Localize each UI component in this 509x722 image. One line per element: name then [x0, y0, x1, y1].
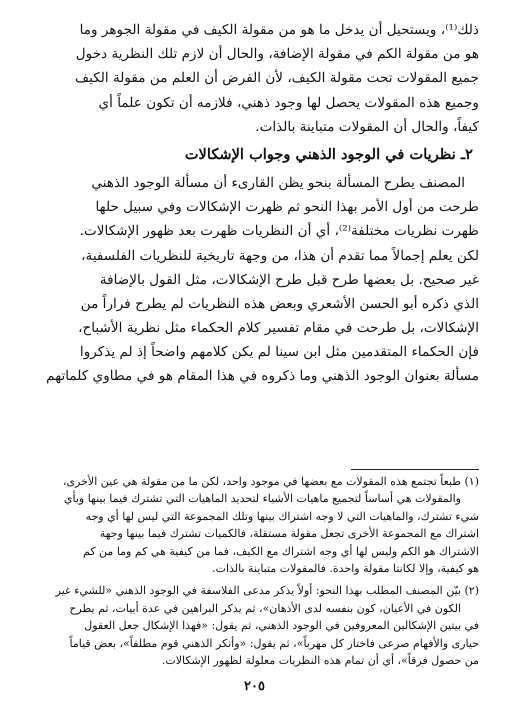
body-line: كيفاً، والحال أن المقولات متباينة بالذات. [255, 118, 479, 135]
main-text [36, 18, 479, 389]
footnote-line: الاشتراك هو الكم وليس لها أي وجه اشتراك مع الكيف، فما من كيفية هي كم وما من كم [83, 544, 479, 558]
body-line: وجميع هذه المقولات يحصل لها وجود ذهني، فلازمه أن تكون علماً أي [98, 94, 479, 111]
footnote-line: (٢) بيّن المصنف المطلب بهذا النحو: أولاً يذكر مدعى الفلاسفة في الوجود الذهني «للشيء غير [55, 584, 479, 598]
footnote-2 [36, 582, 479, 669]
section-line: المصنف يطرح المسألة بنحو يظن القارىء أن مسألة الوجود الذهني [91, 174, 465, 191]
footnote-divider [351, 469, 479, 470]
section-line: فإن الحكماء المتقدمين مثل ابن سينا لم يكن كلامهم واضحاً إذ لم يذكروا [79, 344, 479, 361]
section-line: الإشكالات، بل طرحت في مقام تفسير كلام الحكماء مثل نظرية الأشباح، [78, 320, 479, 337]
footnote-1 [36, 473, 479, 577]
section-line: طرحت من أول الأمر بهذا النحو ثم ظهرت الإشكالات وفي سبيل حلها [95, 199, 479, 216]
section-line: ظهرت نظريات مختلفة⁽²⁾، أي أن النظريات ظهرت بعد ظهور الإشكالات. [79, 223, 479, 240]
section-line: لكن يعلم إجمالاً مما تقدم أن هذا، من وجهة تاريخية للنظريات الفلسفية، [81, 247, 479, 264]
body-line: ذلك⁽¹⁾، ويستحيل أن يدخل ما هو من مقولة الكيف في مقولة الجوهر وما [79, 22, 479, 38]
section-line: مسألة بعنوان الوجود الذهني وما ذكروه في هذا المقام هو في مطاوي كلماتهم [46, 368, 479, 385]
section-line: غير صحيح. بل بعضها طرح قبل طرح الإشكالات، مثل القول بالإضافة [99, 271, 479, 288]
section-heading: ٢ـ نظريات في الوجود الذهني وجواب الإشكالات [184, 145, 473, 163]
section-line: الذي ذكره أبو الحسن الأشعري وبعض هذه النظريات لم يطرح فراراً من [80, 295, 479, 312]
footnote-line: هو كيفية، وإلا لكانتا مقولة واحدة. فالمقولات متباينة بالذات. [212, 561, 479, 575]
footnote-line: شيء تشترك، والماهيات التي لا وجه اشتراك بينها وتلك المجموعة التي ليس لها أي وجه [85, 509, 479, 523]
footnote-line: (١) طبعاً تجتمع هذه المقولات مع بعضها في موجود واحد، لكن ما من مقولة هي عين الأخرى، [62, 475, 479, 488]
footnotes [36, 473, 479, 674]
body-line: هو من مقولة الكم في مقولة الإضافة، والحال أن لازم تلك النظرية دخول [75, 46, 479, 63]
footnote-line: من حصول فرقاً»، أي أن تمام هذه النظريات معلولة لظهور الإشكالات. [161, 653, 479, 667]
page-number: ٢٠٥ [244, 679, 265, 694]
footnote-line: في بيتين الإشكالين المعروفين في الوجود الذهني، ثم يقول: «فهذا الإشكال جعل العقول [84, 619, 479, 633]
body-line: جميع المقولات تحت مقولة الكيف، لأن الفرض أن العلم من مقولة الكيف [75, 70, 479, 87]
footnote-line: الكون في الأعيان، كون بنفسه لدى الأذهان»، ثم يذكر البراهين في عدة أبيات، ثم يطرح [69, 601, 461, 615]
footnote-line: والمقولات هي أساساً لتجميع ماهيات الأشياء لتحديد الماهيات التي تشترك فيما بينها وبأي [63, 492, 461, 506]
footnote-line: حيارى والأفهام صرعى فاختار كل مهرباً»، ثم يقول: «وأنكر الذهني قوم مطلقاً»، بعض قياماً [69, 636, 479, 650]
footnote-line: اشتراك مع المجموعة الأخرى تجعل مقولة مستقلة، فالكميات تشترك فيما بينها وجهة [99, 527, 479, 541]
